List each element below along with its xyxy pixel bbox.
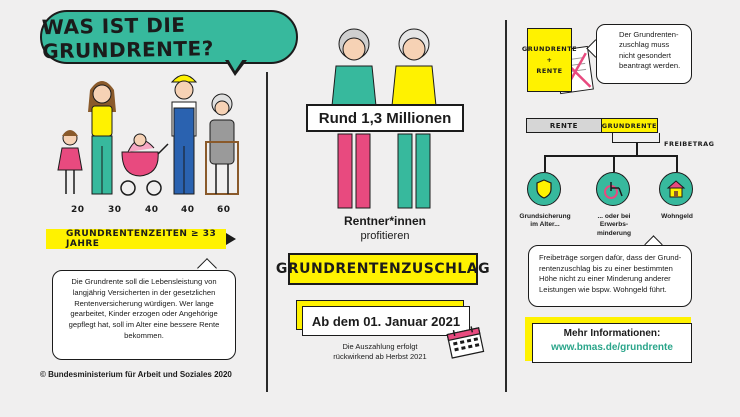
mother-figure xyxy=(88,81,116,194)
grundsicherung-circle xyxy=(527,172,561,206)
rentner-label: Rentner*innen xyxy=(343,214,426,228)
grundrentenzuschlag-label: GRUNDRENTENZUSCHLAG xyxy=(275,261,491,277)
more-info-title: Mehr Informationen: xyxy=(563,328,661,339)
timeline-tick: 40 xyxy=(145,205,159,215)
freibetrag-label: FREIBETRAG xyxy=(664,140,715,148)
freibetrag-bracket xyxy=(612,133,660,143)
payout-note xyxy=(320,342,440,362)
headline: WAS IST DIE GRUNDRENTE? xyxy=(41,12,215,64)
branch-line xyxy=(636,143,638,155)
branch-line xyxy=(676,155,678,172)
rente-bar xyxy=(526,118,658,133)
profitieren-label: profitieren xyxy=(360,230,410,242)
headline-bubble xyxy=(40,10,298,64)
card-line-2: RENTE xyxy=(536,67,563,75)
timeline-arrow xyxy=(226,233,236,245)
worker-figure xyxy=(172,75,196,194)
wohngeld-circle xyxy=(659,172,693,206)
grundrentenzuschlag-banner xyxy=(275,253,491,285)
start-date-box: Ab dem 01. Januar 2021 xyxy=(302,306,470,336)
erwerbsminderung-circle xyxy=(596,172,630,206)
timeline-tick: 60 xyxy=(217,205,231,215)
branch-line xyxy=(544,155,546,172)
no-application-info-box xyxy=(596,24,692,84)
grundrente-info-box xyxy=(52,270,236,360)
timeline-tick: 40 xyxy=(181,205,195,215)
timeline-tick: 30 xyxy=(108,205,122,215)
more-info-box xyxy=(532,323,692,363)
no-application-text: Der Grundrenten-zuschlag muss nicht gesondert beantragt werden. xyxy=(619,30,681,71)
grundrente-segment: GRUNDRENTE xyxy=(602,119,657,132)
freibetrag-info-text: Freibeträge sorgen dafür, dass der Grund-rentenzuschlag bis zu einer bestimmten Höhe nicht zu einer Minderung anderer Leistungen wie bspw. Wohngeld führt. xyxy=(539,253,682,294)
branch-line xyxy=(613,155,615,172)
timeline-tick: 20 xyxy=(71,205,85,215)
grundsicherung-label: Grundsicherung im Alter... xyxy=(519,213,571,229)
family-illustration xyxy=(50,66,250,202)
card-line-1: GRUNDRENTE xyxy=(521,45,578,53)
house-icon xyxy=(666,179,686,199)
divider-right xyxy=(505,20,507,392)
payout-line-1: Die Auszahlung erfolgt xyxy=(342,342,418,351)
grandmother-figure xyxy=(206,94,238,194)
stroller xyxy=(121,134,168,195)
card-plus: + xyxy=(546,56,553,64)
timeline-bar xyxy=(46,229,226,249)
rente-segment: RENTE xyxy=(527,119,602,132)
erwerbsminderung-label: ... oder bei Erwerbs-minderung xyxy=(596,213,632,237)
million-badge: Rund 1,3 Millionen xyxy=(306,104,464,132)
grundrente-rente-card xyxy=(521,28,578,92)
shield-icon xyxy=(535,179,553,199)
wheelchair-icon xyxy=(602,179,624,199)
payout-line-2: rückwirkend ab Herbst 2021 xyxy=(333,352,427,361)
more-info-link[interactable]: www.bmas.de/grundrente xyxy=(551,342,673,353)
grundrente-info-text: Die Grundrente soll die Lebensleistung von langjährig Versicherten in der gesetzlichen Rentenversicherung würdigen. Wer lange gearbeitet, Kinder erzogen oder Angehörige gepflegt hat, soll im Alter eine bessere Rente bekommen. xyxy=(68,277,220,340)
timeline-label: GRUNDRENTENZEITEN ≥ 33 JAHRE xyxy=(66,229,217,249)
child-figure xyxy=(58,130,82,194)
branch-line xyxy=(544,155,676,157)
divider-left xyxy=(266,72,268,392)
freibetrag-info-box xyxy=(528,245,692,307)
wohngeld-label: Wohngeld xyxy=(661,213,693,220)
calendar-icon xyxy=(445,323,484,359)
copyright: © Bundesministerium für Arbeit und Soziales 2020 xyxy=(40,370,232,379)
